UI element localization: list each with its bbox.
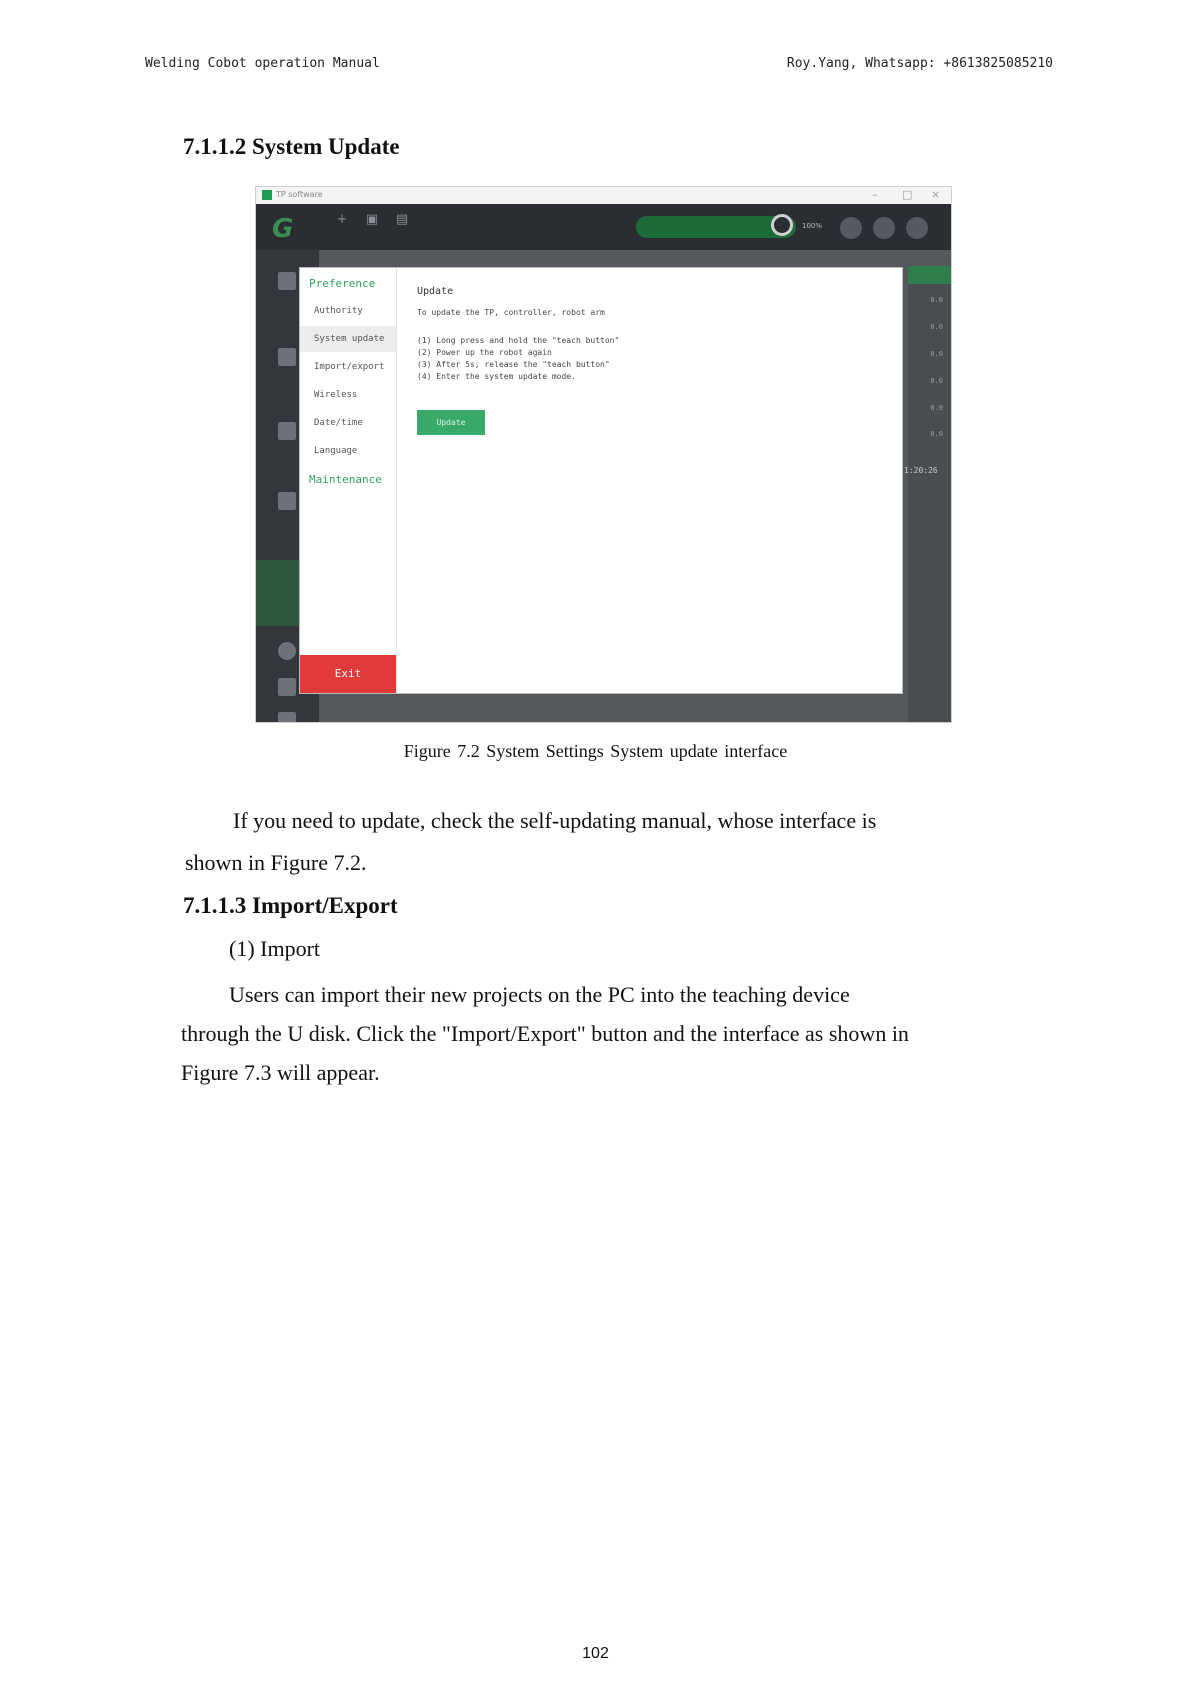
- joint-value: 0.0: [930, 296, 943, 304]
- panel-header: [908, 266, 952, 284]
- program-icon[interactable]: [278, 272, 296, 290]
- robot-icon[interactable]: [278, 422, 296, 440]
- app-toolbar: [256, 204, 951, 250]
- paragraph-line: Figure 7.3 will appear.: [181, 1060, 380, 1085]
- joint-value: 0.0: [930, 323, 943, 331]
- menu-item-language[interactable]: Language: [314, 446, 358, 456]
- menu-group-preference: Preference: [309, 277, 376, 290]
- stop-icon[interactable]: [906, 217, 928, 239]
- update-step: (3) After 5s, release the "teach button": [417, 360, 610, 369]
- help-icon[interactable]: [278, 642, 296, 660]
- section-heading-import-export: 7.1.1.3 Import/Export: [183, 893, 398, 918]
- new-icon[interactable]: +: [336, 212, 348, 227]
- open-icon[interactable]: ▣: [365, 212, 379, 227]
- page-number: 102: [582, 1645, 609, 1662]
- paragraph-line: If you need to update, check the self-updating manual, whose interface is: [233, 808, 877, 833]
- save-icon[interactable]: ▤: [395, 212, 409, 227]
- paragraph-line: through the U disk. Click the "Import/Export" button and the interface as shown in: [181, 1021, 909, 1046]
- pause-icon[interactable]: [873, 217, 895, 239]
- exit-button[interactable]: Exit: [300, 655, 396, 693]
- joint-values-panel: [908, 266, 952, 722]
- menu-item-wireless[interactable]: Wireless: [314, 390, 358, 400]
- window-title: TP software: [276, 190, 323, 199]
- weld-icon[interactable]: [278, 492, 296, 510]
- header-contact: Roy.Yang, Whatsapp: +8613825085210: [786, 56, 1053, 71]
- menu-item-system-update[interactable]: System update: [314, 334, 385, 344]
- update-intro: To update the TP, controller, robot arm: [417, 308, 605, 317]
- update-button[interactable]: Update: [417, 410, 485, 435]
- update-step: (4) Enter the system update mode.: [417, 372, 576, 381]
- update-step: (1) Long press and hold the "teach button": [417, 336, 620, 345]
- running-header: [145, 56, 1053, 76]
- paragraph-line: shown in Figure 7.2.: [185, 850, 367, 875]
- user-icon[interactable]: [278, 712, 296, 723]
- maximize-icon[interactable]: □: [902, 188, 913, 201]
- brand-logo-icon: G: [272, 214, 294, 244]
- import-label: (1) Import: [229, 936, 321, 961]
- tp-app: [256, 204, 951, 722]
- window-title-bar: [256, 187, 951, 205]
- section-heading-system-update: 7.1.1.2 System Update: [183, 134, 400, 159]
- update-panel-title: Update: [417, 286, 454, 297]
- joint-value: 0.0: [930, 377, 943, 385]
- menu-group-maintenance[interactable]: Maintenance: [309, 473, 382, 486]
- joint-value: 0.0: [930, 430, 943, 438]
- menu-item-date-time[interactable]: Date/time: [314, 418, 363, 428]
- menu-item-authority[interactable]: Authority: [314, 306, 363, 316]
- grid-icon[interactable]: [278, 678, 296, 696]
- joint-value: 0.0: [930, 404, 943, 412]
- play-icon[interactable]: [840, 217, 862, 239]
- figure-caption: Figure 7.2 System Settings System update interface: [403, 741, 788, 761]
- speed-slider-knob[interactable]: [771, 214, 793, 236]
- app-logo-icon: [262, 190, 272, 200]
- time-readout: 1:20:26: [904, 466, 938, 475]
- minimize-icon[interactable]: –: [872, 188, 878, 201]
- config-icon[interactable]: [278, 348, 296, 366]
- menu-item-import-export[interactable]: Import/export: [314, 362, 385, 372]
- settings-menu: [300, 268, 397, 693]
- system-settings-dialog: [299, 267, 903, 694]
- update-step: (2) Power up the robot again: [417, 348, 552, 357]
- speed-value: 100%: [802, 222, 823, 230]
- figure-system-update-screenshot: [255, 186, 952, 723]
- joint-value: 0.0: [930, 350, 943, 358]
- paragraph-line: Users can import their new projects on the PC into the teaching device: [229, 982, 850, 1007]
- header-title: Welding Cobot operation Manual: [145, 56, 380, 71]
- close-icon[interactable]: ×: [931, 188, 941, 201]
